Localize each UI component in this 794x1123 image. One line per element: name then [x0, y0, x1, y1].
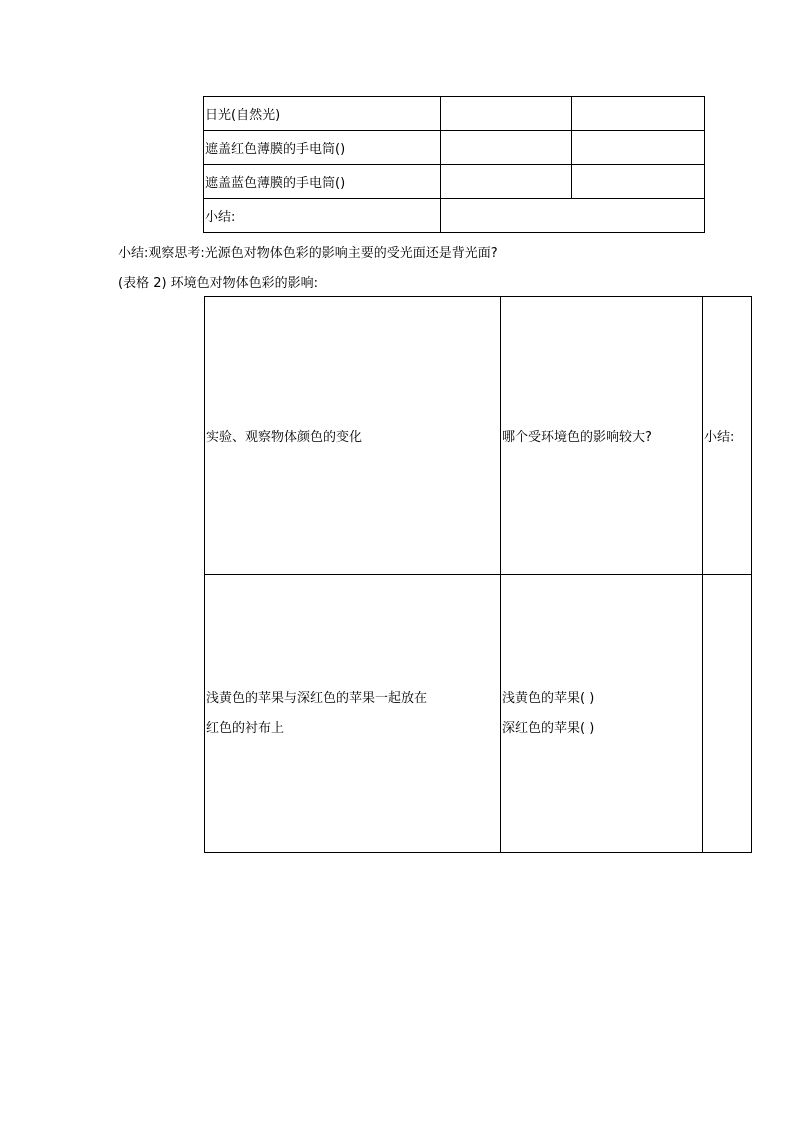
table-header-row	[205, 297, 752, 575]
row-label: 遮盖蓝色薄膜的手电筒()	[204, 165, 441, 199]
summary-cell[interactable]	[703, 575, 752, 853]
answer-cell[interactable]	[501, 575, 703, 853]
summary-question: 小结:观察思考:光源色对物体色彩的影响主要的受光面还是背光面?	[118, 246, 498, 261]
empty-cell[interactable]	[572, 97, 705, 131]
table-row	[205, 575, 752, 853]
table-row	[204, 199, 705, 233]
experiment-cell	[205, 575, 501, 853]
empty-cell[interactable]	[572, 131, 705, 165]
table2-caption: (表格 2) 环境色对物体色彩的影响:	[118, 276, 319, 291]
experiment-line: 浅黄色的苹果与深红色的苹果一起放在	[206, 690, 428, 706]
environment-color-table	[204, 296, 752, 853]
empty-cell[interactable]	[441, 165, 572, 199]
light-source-table	[203, 96, 705, 233]
row-label: 遮盖红色薄膜的手电筒()	[204, 131, 441, 165]
answer-line: 深红色的苹果( )	[502, 720, 595, 736]
question-header: 哪个受环境色的影响较大?	[501, 297, 703, 575]
table-row	[204, 165, 705, 199]
row-label: 日光(自然光)	[204, 97, 441, 131]
table-row	[204, 97, 705, 131]
answer-line: 浅黄色的苹果( )	[502, 690, 595, 706]
summary-cell[interactable]	[441, 199, 705, 233]
summary-header: 小结:	[703, 297, 752, 575]
empty-cell[interactable]	[441, 131, 572, 165]
empty-cell[interactable]	[572, 165, 705, 199]
table-row	[204, 131, 705, 165]
experiment-line: 红色的衬布上	[206, 720, 285, 736]
empty-cell[interactable]	[441, 97, 572, 131]
summary-label: 小结:	[204, 199, 441, 233]
experiment-header: 实验、观察物体颜色的变化	[205, 297, 501, 575]
